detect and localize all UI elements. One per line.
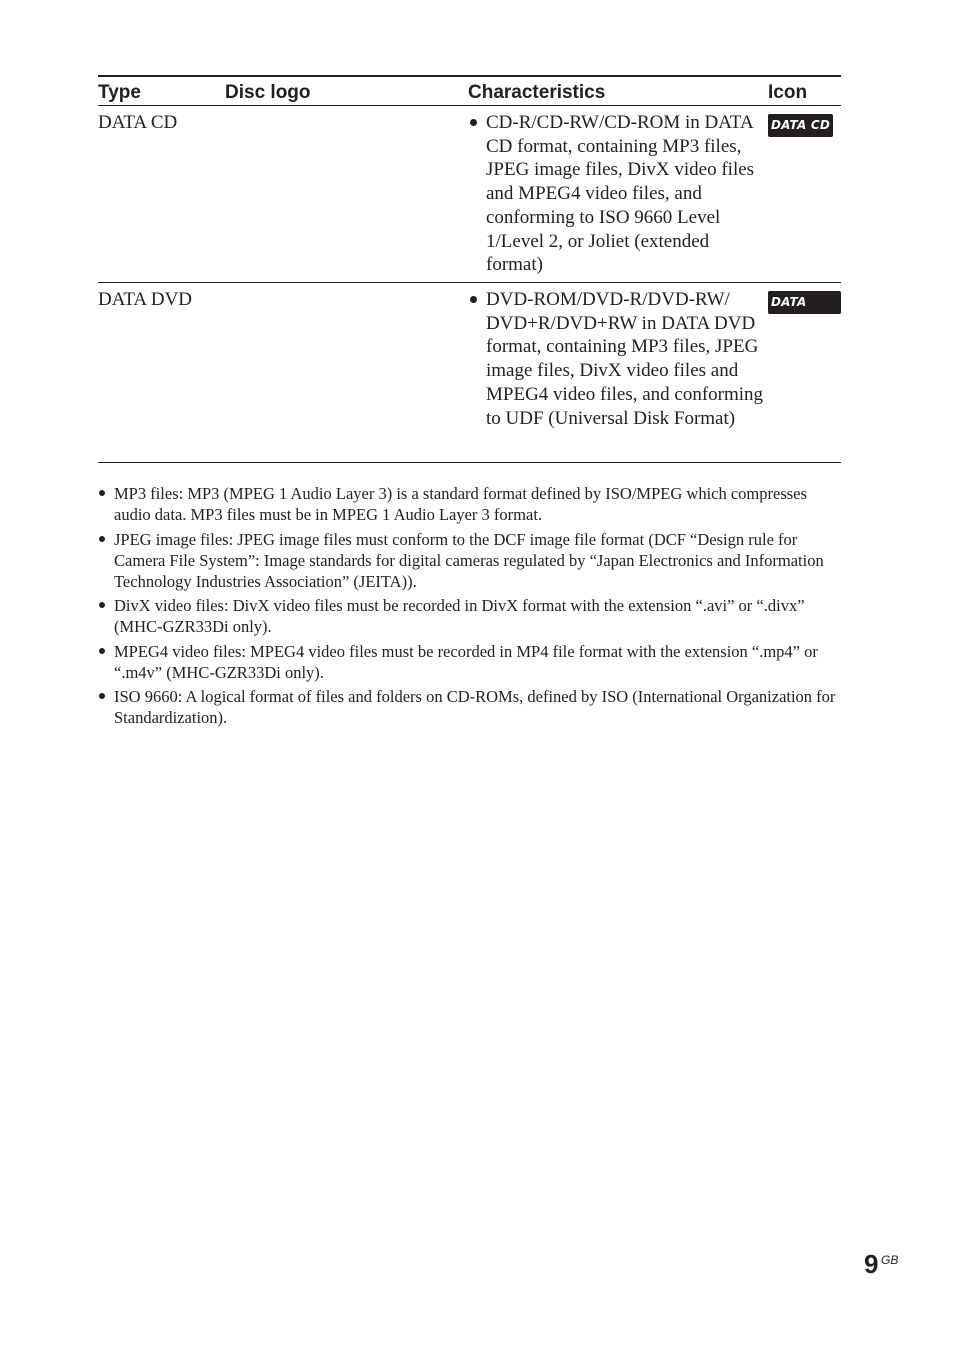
icon-cell xyxy=(768,106,841,283)
disc-logo-cell xyxy=(225,283,468,463)
bullet-icon xyxy=(99,648,105,654)
bullet-icon xyxy=(99,693,105,699)
note-text: ISO 9660: A logical format of files and folders on CD-ROMs, defined by ISO (International Organization for Standardization). xyxy=(114,687,836,727)
note-text: MP3 files: MP3 (MPEG 1 Audio Layer 3) is a standard format defined by ISO/MPEG which compresses audio data. MP3 files must be in MPEG 1 Audio Layer 3 format. xyxy=(114,484,807,524)
header-type: Type xyxy=(98,82,141,103)
characteristics-text: CD-R/CD-RW/CD-ROM in DATA CD format, containing MP3 files, JPEG image files, DivX video files and MPEG4 video files, and conforming to ISO 9660 Level 1/Level 2, or Joliet (extended format) xyxy=(486,112,755,276)
disc-types-table xyxy=(98,75,841,463)
data-dvd-icon: DATA DVD xyxy=(768,291,841,314)
type-cell: DATA CD xyxy=(98,112,178,133)
list-item xyxy=(98,483,841,525)
page-number: 9 xyxy=(864,1249,879,1279)
page-number-suffix: GB xyxy=(881,1253,899,1267)
bullet-icon xyxy=(470,119,477,126)
data-cd-icon: DATA CD xyxy=(768,114,833,137)
table-row xyxy=(98,106,841,283)
disc-logo-cell xyxy=(225,106,468,283)
bullet-icon xyxy=(99,602,105,608)
note-text: DivX video files: DivX video files must be recorded in DivX format with the extension “.avi” or “.divx” (MHC-GZR33Di only). xyxy=(114,596,805,636)
header-icon: Icon xyxy=(768,82,808,103)
list-item xyxy=(98,686,841,728)
bullet-icon xyxy=(470,296,477,303)
bullet-icon xyxy=(99,490,105,496)
icon-cell xyxy=(768,283,841,463)
note-text: MPEG4 video files: MPEG4 video files must be recorded in MP4 file format with the extension “.mp4” or “.m4v” (MHC-GZR33Di only). xyxy=(114,641,818,682)
characteristics-cell xyxy=(468,283,768,463)
table-row xyxy=(98,283,841,463)
header-characteristics: Characteristics xyxy=(468,82,606,103)
type-cell: DATA DVD xyxy=(98,289,193,310)
list-item xyxy=(98,529,841,592)
header-disc-logo: Disc logo xyxy=(225,82,311,103)
table-header-row xyxy=(98,76,841,106)
list-item xyxy=(98,641,841,683)
list-item xyxy=(98,595,841,637)
characteristics-text: DVD-ROM/DVD-R/DVD-RW/ DVD+R/DVD+RW in DATA DVD format, containing MP3 files, JPEG image files, DivX video files and MPEG4 video files, and conforming to UDF (Universal Disk Format) xyxy=(486,289,764,429)
bullet-icon xyxy=(99,536,105,542)
notes-list xyxy=(98,483,841,732)
note-text: JPEG image files: JPEG image files must conform to the DCF image file format (DCF “Design rule for Camera File System”: Image standards for digital cameras regulated by “Japan Electronics and Information Technology Industries Association” (JEITA)). xyxy=(114,529,824,591)
characteristics-cell xyxy=(468,106,768,283)
